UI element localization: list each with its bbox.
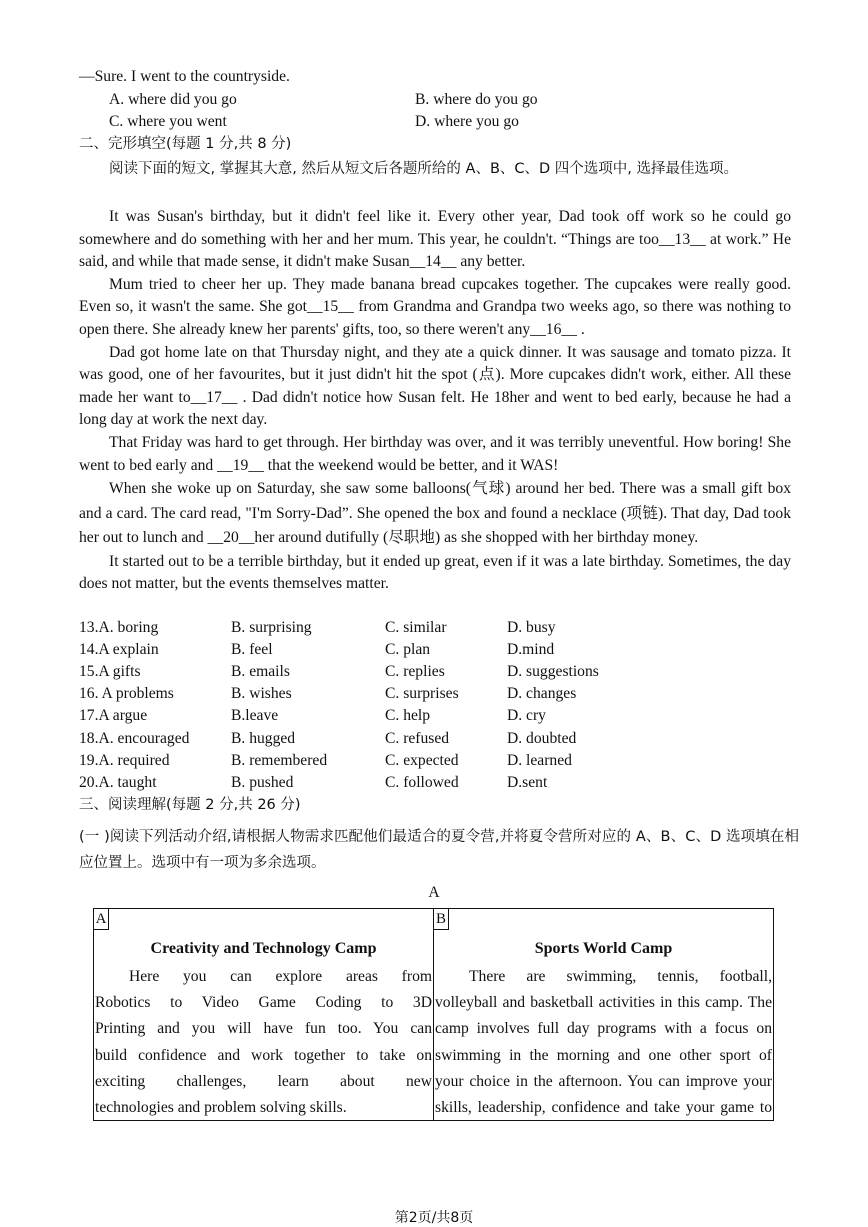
question-row xyxy=(79,683,799,705)
cloze-passage xyxy=(79,206,791,596)
camp-line: volleyball and basketball activities in this camp. The xyxy=(435,994,772,1012)
camp-line: There are swimming, tennis, football, xyxy=(469,968,772,985)
question-option-c: C. surprises xyxy=(385,685,459,702)
camp-letter: B xyxy=(434,909,449,930)
question-option-b: B. pushed xyxy=(231,774,294,791)
question-row xyxy=(79,772,799,794)
question-row xyxy=(79,661,799,683)
camp-table xyxy=(93,908,774,1121)
dialogue-answer: —Sure. I went to the countryside. xyxy=(79,68,290,85)
option-row-1 xyxy=(79,89,799,111)
camp-description xyxy=(95,964,432,1121)
question-option-a: 15.A gifts xyxy=(79,663,141,680)
passage-paragraph: It was Susan's birthday, but it didn't feel like it. Every other year, Dad took off work so he could go somewhere and do something with her and her mum. This year, he couldn't. “Things are too__13__ at work.” He said, and while that made sense, it didn't make Susan__14__ any better. xyxy=(79,208,791,271)
camp-letter: A xyxy=(94,909,109,930)
question-row xyxy=(79,617,799,639)
option-c: C. where you went xyxy=(109,113,227,130)
camp-line: swimming in the morning and one other sport of xyxy=(435,1046,772,1064)
question-option-d: D. suggestions xyxy=(507,663,599,680)
camp-line: skills, leadership, confidence and take your game to xyxy=(435,1099,772,1117)
camp-line: Printing and you will have fun too. You can xyxy=(95,1020,432,1038)
part-label: A xyxy=(428,884,440,901)
question-option-b: B. feel xyxy=(231,641,273,658)
question-option-a: 19.A. required xyxy=(79,752,170,769)
question-option-b: B. emails xyxy=(231,663,290,680)
question-option-c: C. followed xyxy=(385,774,459,791)
question-option-d: D. doubted xyxy=(507,730,577,747)
question-row xyxy=(79,750,799,772)
question-option-c: C. help xyxy=(385,707,431,724)
option-b: B. where do you go xyxy=(415,91,538,108)
question-option-d: D.sent xyxy=(507,774,548,791)
passage-paragraph: That Friday was hard to get through. Her birthday was over, and it was terribly uneventful. How boring! She went to bed early and __19__ that the weekend would be better, and it WAS! xyxy=(79,433,791,474)
passage-paragraph: When she woke up on Saturday, she saw some balloons(气球) around her bed. There was a small gift box and a card. The card read, "I'm Sorry-Dad”. She opened the box and found a necklace (项链). That day, Dad took her out to lunch and __20__her around dutifully (尽职地) as she shopped with her birthday money. xyxy=(79,480,791,547)
question-option-c: C. expected xyxy=(385,752,459,769)
question-option-c: C. similar xyxy=(385,619,447,636)
question-option-c: C. replies xyxy=(385,663,445,680)
passage-paragraph: Mum tried to cheer her up. They made banana bread cupcakes together. The cupcakes were really good. Even so, it wasn't the same. She got__15__ from Grandma and Grandpa two weeks ago, so there was nothing to open there. She already knew her parents' gifts, too, so there weren't any__16__ . xyxy=(79,275,791,338)
question-option-a: 18.A. encouraged xyxy=(79,730,190,747)
camp-line: technologies and problem solving skills. xyxy=(95,1099,347,1117)
passage-paragraph: It started out to be a terrible birthday, but it ended up great, even if it was a late birthday. Sometimes, the day does not matter, but the events themselves matter. xyxy=(79,552,791,593)
option-a: A. where did you go xyxy=(109,91,237,108)
camp-line: your choice in the afternoon. You can improve your xyxy=(435,1072,772,1090)
question-option-c: C. plan xyxy=(385,641,431,658)
camp-line: camp involves full day programs with a focus on xyxy=(435,1020,772,1038)
question-option-c: C. refused xyxy=(385,730,450,747)
question-option-b: B. surprising xyxy=(231,619,312,636)
camp-b-cell xyxy=(433,909,773,1120)
option-row-2 xyxy=(79,111,799,133)
question-option-d: D. cry xyxy=(507,707,546,724)
question-row xyxy=(79,639,799,661)
camp-line: exciting challenges, learn about new xyxy=(95,1072,432,1090)
question-option-d: D. changes xyxy=(507,685,577,702)
question-option-a: 13.A. boring xyxy=(79,619,159,636)
section-2-heading: 二、完形填空(每题 1 分,共 8 分) xyxy=(79,136,292,152)
question-option-a: 20.A. taught xyxy=(79,774,157,791)
question-row xyxy=(79,705,799,727)
camp-title: Sports World Camp xyxy=(534,940,673,957)
camp-description xyxy=(435,964,772,1121)
question-option-d: D. learned xyxy=(507,752,572,769)
question-option-a: 14.A explain xyxy=(79,641,159,658)
section-3-heading: 三、阅读理解(每题 2 分,共 26 分) xyxy=(79,797,301,813)
option-d: D. where you go xyxy=(415,113,519,130)
page-number: 第2页/共8页 xyxy=(394,1210,474,1226)
question-option-b: B.leave xyxy=(231,707,279,724)
section-3-instruction: (一 )阅读下列活动介绍,请根据人物需求匹配他们最适合的夏令营,并将夏令营所对应的 A、B、C、D 选项填在相应位置上。选项中有一项为多余选项。 xyxy=(79,829,799,871)
question-option-b: B. remembered xyxy=(231,752,328,769)
camp-title: Creativity and Technology Camp xyxy=(150,940,377,957)
camp-line: build confidence and work together to take on xyxy=(95,1046,432,1064)
question-option-d: D. busy xyxy=(507,619,556,636)
question-option-d: D.mind xyxy=(507,641,555,658)
passage-paragraph: Dad got home late on that Thursday night, and they ate a quick dinner. It was sausage and tomato pizza. It was good, one of her favourites, but it just didn't hit the spot (点). More cupcakes didn't work, either. All these made her want to__17__ . Dad didn't notice how Susan felt. He 18her and went to bed early, because he had a long day at work the next day. xyxy=(79,343,791,429)
section-2-instruction: 阅读下面的短文, 掌握其大意, 然后从短文后各题所给的 A、B、C、D 四个选项中, 选择最佳选项。 xyxy=(109,161,739,177)
question-row xyxy=(79,728,799,750)
camp-line: Here you can explore areas from xyxy=(129,968,432,985)
camp-a-cell xyxy=(94,909,433,1120)
camp-line: Robotics to Video Game Coding to 3D xyxy=(95,994,432,1012)
question-option-a: 17.A argue xyxy=(79,707,148,724)
question-option-b: B. wishes xyxy=(231,685,292,702)
question-option-b: B. hugged xyxy=(231,730,296,747)
question-option-a: 16. A problems xyxy=(79,685,174,702)
